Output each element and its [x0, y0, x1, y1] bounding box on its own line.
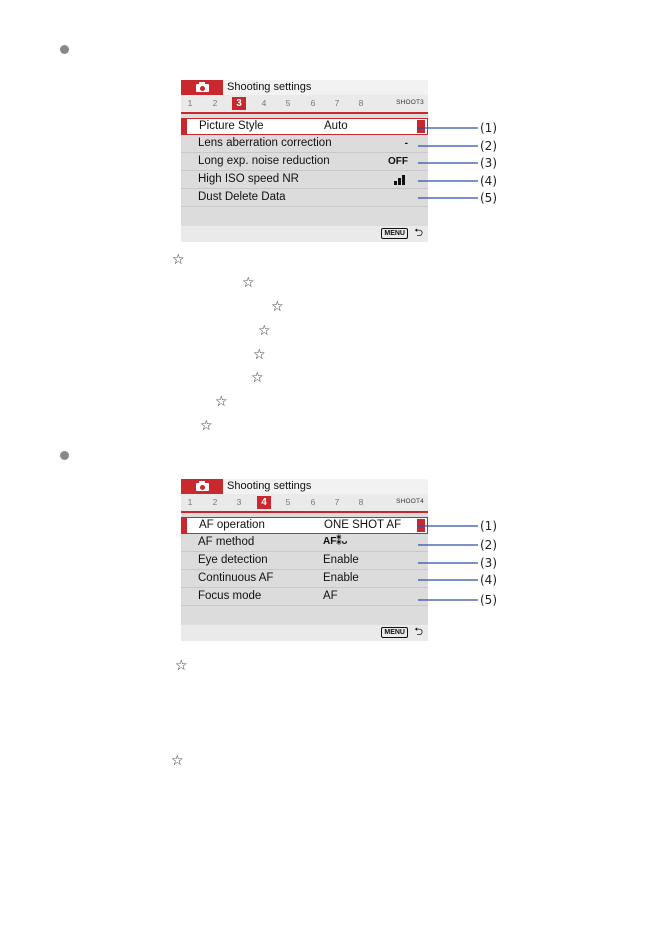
menu-button[interactable]: MENU	[381, 228, 408, 239]
row-value: -	[404, 138, 408, 149]
star-icon: ☆	[258, 323, 271, 339]
link-item[interactable]	[104, 276, 238, 289]
star-icon: ☆	[215, 394, 228, 410]
star-icon: ☆	[253, 347, 266, 363]
tab-2[interactable]: 2	[212, 497, 218, 507]
link-item[interactable]	[104, 300, 267, 313]
tab-code: SHOOT4	[396, 498, 424, 505]
screen-title: Shooting settings	[227, 81, 312, 93]
row-value: OFF	[388, 156, 408, 167]
link-item[interactable]	[93, 348, 248, 361]
callout-2: (2)	[480, 139, 497, 153]
link-item[interactable]	[93, 419, 196, 432]
row-label: AF method	[198, 536, 255, 548]
tab-3[interactable]: 3	[236, 497, 242, 507]
tab-1[interactable]: 1	[187, 497, 193, 507]
tab-7[interactable]: 7	[334, 497, 340, 507]
link-item[interactable]	[93, 706, 176, 719]
star-icon: ☆	[172, 252, 185, 268]
callout-3: (3)	[480, 556, 497, 570]
row-value: AF	[323, 590, 338, 602]
tab-4[interactable]: 4	[257, 496, 271, 509]
link-item[interactable]	[93, 371, 246, 384]
link-item[interactable]	[93, 683, 160, 696]
link-item[interactable]	[104, 324, 254, 337]
callout-2: (2)	[480, 538, 497, 552]
star-icon: ☆	[242, 275, 255, 291]
star-icon: ☆	[175, 658, 188, 674]
star-icon: ☆	[200, 418, 213, 434]
tab-5[interactable]: 5	[285, 98, 291, 108]
row-label: Continuous AF	[198, 572, 274, 584]
menu-button[interactable]: MENU	[381, 627, 408, 638]
row-value: ONE SHOT AF	[324, 519, 402, 531]
back-arrow-icon[interactable]: ⮌	[414, 626, 423, 638]
callout-5: (5)	[480, 191, 497, 205]
row-label: AF operation	[199, 519, 265, 531]
row-label: Focus mode	[198, 590, 262, 602]
row-value: Enable	[323, 572, 359, 584]
callout-4: (4)	[480, 573, 497, 587]
link-item[interactable]	[93, 395, 211, 408]
row-label: Dust Delete Data	[198, 191, 286, 203]
back-arrow-icon[interactable]: ⮌	[414, 227, 423, 239]
tab-2[interactable]: 2	[212, 98, 218, 108]
screen-title: Shooting settings	[227, 480, 312, 492]
star-icon: ☆	[171, 753, 184, 769]
callout-1: (1)	[480, 519, 497, 533]
callout-1: (1)	[480, 121, 497, 135]
tab-4[interactable]: 4	[261, 98, 267, 108]
row-label: High ISO speed NR	[198, 173, 299, 185]
link-item[interactable]	[93, 659, 171, 672]
tab-6[interactable]: 6	[310, 497, 316, 507]
link-item[interactable]	[93, 754, 167, 767]
row-value: Auto	[324, 120, 348, 132]
callout-5: (5)	[480, 593, 497, 607]
row-label: Long exp. noise reduction	[198, 155, 330, 167]
tab-6[interactable]: 6	[310, 98, 316, 108]
tab-5[interactable]: 5	[285, 497, 291, 507]
star-icon: ☆	[251, 370, 264, 386]
tab-7[interactable]: 7	[334, 98, 340, 108]
tab-3[interactable]: 3	[232, 97, 246, 110]
tab-code: SHOOT3	[396, 99, 424, 106]
link-item[interactable]	[93, 730, 183, 743]
star-icon: ☆	[271, 299, 284, 315]
row-label: Lens aberration correction	[198, 137, 332, 149]
row-label: Eye detection	[198, 554, 268, 566]
row-value: Enable	[323, 554, 359, 566]
callout-3: (3)	[480, 156, 497, 170]
row-value: AF⁑ᴗ	[323, 536, 348, 547]
tab-1[interactable]: 1	[187, 98, 193, 108]
callout-4: (4)	[480, 174, 497, 188]
row-label: Picture Style	[199, 120, 264, 132]
tab-8[interactable]: 8	[358, 497, 364, 507]
tab-8[interactable]: 8	[358, 98, 364, 108]
